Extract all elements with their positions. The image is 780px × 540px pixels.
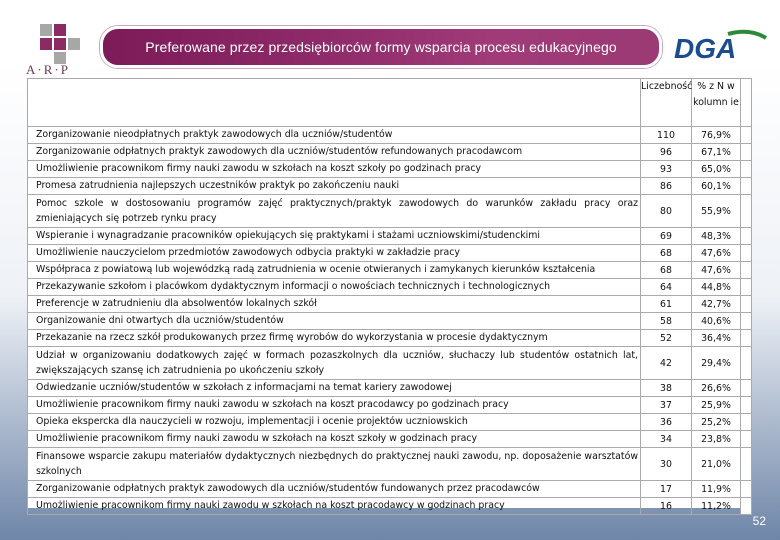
row-count: 110 <box>641 127 692 144</box>
row-label: Umożliwienie pracownikom firmy nauki zawodu w szkołach na koszt pracodawcy po godzinach pracy <box>28 397 641 414</box>
row-percent: 65,0% <box>692 161 741 178</box>
table-row <box>28 431 752 448</box>
row-count: 93 <box>641 161 692 178</box>
table-row <box>28 279 752 296</box>
row-percent: 60,1% <box>692 178 741 195</box>
row-percent: 44,8% <box>692 279 741 296</box>
row-count: 69 <box>641 228 692 245</box>
row-percent: 42,7% <box>692 296 741 313</box>
table-row <box>28 397 752 414</box>
row-count: 17 <box>641 481 692 498</box>
row-label: Organizowanie dni otwartych dla uczniów/studentów <box>28 313 641 330</box>
row-percent: 40,6% <box>692 313 741 330</box>
col-header-count: Liczebność <box>641 79 692 127</box>
row-label: Pomoc szkole w dostosowaniu programów zajęć praktycznych/praktyk zawodowych do warunków zakładu pracy oraz zmieniających się potrzeb rynku pracy <box>28 195 641 228</box>
row-label: Umożliwienie pracownikom firmy nauki zawodu w szkołach na koszt szkoły po godzinach pracy <box>28 161 641 178</box>
row-count: 86 <box>641 178 692 195</box>
table-row <box>28 228 752 245</box>
dga-logo-text: DGA <box>674 33 737 64</box>
table-header-blank <box>28 79 641 127</box>
row-count: 30 <box>641 448 692 481</box>
row-count: 80 <box>641 195 692 228</box>
row-percent: 67,1% <box>692 144 741 161</box>
row-percent: 36,4% <box>692 330 741 347</box>
page-title: Preferowane przez przedsiębiorców formy wsparcia procesu edukacyjnego <box>145 39 617 55</box>
table-row <box>28 262 752 279</box>
row-percent: 47,6% <box>692 262 741 279</box>
row-label: Zorganizowanie odpłatnych praktyk zawodowych dla uczniów/studentów refundowanych pracodawcom <box>28 144 641 161</box>
row-percent: 25,2% <box>692 414 741 431</box>
row-count: 68 <box>641 245 692 262</box>
table-row <box>28 498 752 515</box>
row-count: 37 <box>641 397 692 414</box>
table-row <box>28 330 752 347</box>
row-label: Współpraca z powiatową lub wojewódzką radą zatrudnienia w ocenie otwieranych i zamykanych kierunków kształcenia <box>28 262 641 279</box>
table-row <box>28 448 752 481</box>
data-table <box>27 78 751 512</box>
table-row <box>28 161 752 178</box>
row-label: Udział w organizowaniu dodatkowych zajęć w formach pozaszkolnych dla uczniów, słuchaczy lub studentów ostatnich lat, zwiększających szansę ich zatrudnienia po ukończeniu szkoły <box>28 347 641 380</box>
row-percent: 21,0% <box>692 448 741 481</box>
row-count: 34 <box>641 431 692 448</box>
table-row <box>28 127 752 144</box>
row-label: Umożliwienie nauczycielom przedmiotów zawodowych odbycia praktyki w zakładzie pracy <box>28 245 641 262</box>
row-count: 16 <box>641 498 692 515</box>
row-label: Finansowe wsparcie zakupu materiałów dydaktycznych niezbędnych do praktycznej nauki zawodu, np. doposażenie warsztatów szkolnych <box>28 448 641 481</box>
row-label: Promesa zatrudnienia najlepszych uczestników praktyk po zakończeniu nauki <box>28 178 641 195</box>
table-row <box>28 347 752 380</box>
row-count: 36 <box>641 414 692 431</box>
row-percent: 11,9% <box>692 481 741 498</box>
row-label: Zorganizowanie odpłatnych praktyk zawodowych dla uczniów/studentów fundowanych przez pracodawców <box>28 481 641 498</box>
dga-logo <box>670 28 770 68</box>
row-percent: 26,6% <box>692 380 741 397</box>
row-label: Opieka ekspercka dla nauczycieli w rozwoju, implementacji i ocenie projektów uczniowskich <box>28 414 641 431</box>
page-number: 52 <box>752 514 766 528</box>
row-label: Odwiedzanie uczniów/studentów w szkołach z informacjami na temat kariery zawodowej <box>28 380 641 397</box>
col-header-percent: % z N w kolumn ie <box>692 79 741 127</box>
row-percent: 55,9% <box>692 195 741 228</box>
row-label: Umożliwienie pracownikom firmy nauki zawodu w szkołach na koszt pracodawcy w godzinach pracy <box>28 498 641 515</box>
row-percent: 11,2% <box>692 498 741 515</box>
table-row <box>28 195 752 228</box>
table-row <box>28 144 752 161</box>
table-row <box>28 414 752 431</box>
row-label: Preferencje w zatrudnieniu dla absolwentów lokalnych szkół <box>28 296 641 313</box>
row-count: 58 <box>641 313 692 330</box>
table-row <box>28 313 752 330</box>
row-percent: 47,6% <box>692 245 741 262</box>
row-count: 96 <box>641 144 692 161</box>
row-label: Przekazanie na rzecz szkół produkowanych przez firmę wyrobów do wykorzystania w procesie dydaktycznym <box>28 330 641 347</box>
row-label: Zorganizowanie nieodpłatnych praktyk zawodowych dla uczniów/studentów <box>28 127 641 144</box>
table-row <box>28 245 752 262</box>
title-banner <box>100 26 662 68</box>
row-count: 52 <box>641 330 692 347</box>
row-count: 42 <box>641 347 692 380</box>
table-row <box>28 296 752 313</box>
row-percent: 48,3% <box>692 228 741 245</box>
row-count: 68 <box>641 262 692 279</box>
row-percent: 29,4% <box>692 347 741 380</box>
row-count: 64 <box>641 279 692 296</box>
row-percent: 23,8% <box>692 431 741 448</box>
row-count: 38 <box>641 380 692 397</box>
row-count: 61 <box>641 296 692 313</box>
row-label: Przekazywanie szkołom i placówkom dydaktycznym informacji o nowościach technicznych i technologicznych <box>28 279 641 296</box>
row-percent: 76,9% <box>692 127 741 144</box>
table-row <box>28 481 752 498</box>
arp-logo-text: A·R·P <box>26 62 70 77</box>
row-label: Umożliwienie pracownikom firmy nauki zawodu w szkołach na koszt szkoły w godzinach pracy <box>28 431 641 448</box>
table-row <box>28 380 752 397</box>
row-label: Wspieranie i wynagradzanie pracowników opiekujących się praktykami i stażami uczniowskimi/studenckimi <box>28 228 641 245</box>
table-row <box>28 178 752 195</box>
row-percent: 25,9% <box>692 397 741 414</box>
